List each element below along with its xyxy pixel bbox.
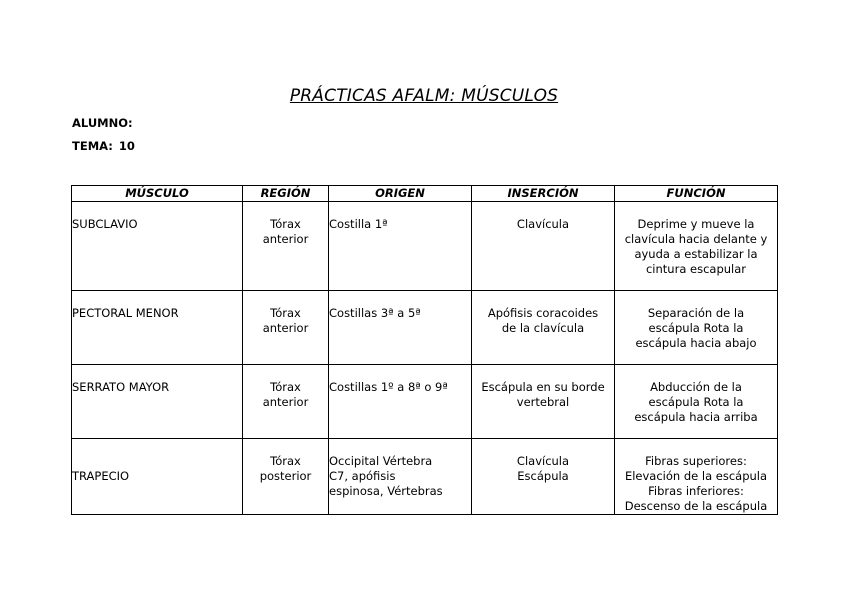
cell-line: escápula Rota la xyxy=(648,321,744,335)
cell-line: Costilla 1ª xyxy=(329,217,388,231)
cell-line: Costillas 3ª a 5ª xyxy=(329,306,421,320)
cell-funcion xyxy=(615,291,778,365)
cell-line: Descenso de la escápula xyxy=(624,499,768,513)
cell-line: Tórax xyxy=(270,380,301,394)
cell-region xyxy=(243,365,329,439)
table-row xyxy=(72,291,778,365)
tema-field xyxy=(72,139,135,153)
cell-line: anterior xyxy=(262,321,309,335)
cell-line: Abducción de la xyxy=(650,380,742,394)
page-title: PRÁCTICAS AFALM: MÚSCULOS xyxy=(289,86,559,106)
cell-line: vertebral xyxy=(516,395,570,409)
table-row xyxy=(72,365,778,439)
tema-label: TEMA: xyxy=(72,139,113,153)
cell-region xyxy=(243,439,329,515)
header-insercion: INSERCIÓN xyxy=(472,186,615,202)
cell-line: Apófisis coracoides xyxy=(487,306,599,320)
table-row xyxy=(72,202,778,291)
tema-value: 10 xyxy=(118,139,135,153)
cell-line: Clavícula xyxy=(516,454,570,468)
cell-line: Clavícula xyxy=(516,217,570,231)
cell-line: Escápula xyxy=(517,469,569,483)
cell-origen xyxy=(329,202,472,291)
cell-musculo: SUBCLAVIO xyxy=(72,202,243,291)
table-row xyxy=(72,439,778,515)
header-origen: ORIGEN xyxy=(329,186,472,202)
cell-line: Occipital Vértebra xyxy=(329,454,433,468)
cell-musculo: TRAPECIO xyxy=(72,439,243,515)
alumno-label: ALUMNO: xyxy=(72,116,133,130)
cell-line: Escápula en su borde xyxy=(481,380,605,394)
cell-line: clavícula hacia delante y xyxy=(624,232,768,246)
cell-line: cintura escapular xyxy=(645,262,747,276)
cell-line: anterior xyxy=(262,395,309,409)
table-header-row xyxy=(72,186,778,202)
cell-line: Separación de la xyxy=(647,306,745,320)
cell-region xyxy=(243,202,329,291)
cell-line: Fibras inferiores: xyxy=(648,484,744,498)
cell-musculo: PECTORAL MENOR xyxy=(72,291,243,365)
cell-line: posterior xyxy=(259,469,312,483)
muscles-table xyxy=(71,185,778,515)
cell-musculo: SERRATO MAYOR xyxy=(72,365,243,439)
cell-funcion xyxy=(615,365,778,439)
cell-line: Elevación de la escápula xyxy=(624,469,768,483)
header-funcion: FUNCIÓN xyxy=(615,186,778,202)
cell-line: Tórax xyxy=(270,306,301,320)
cell-origen xyxy=(329,439,472,515)
cell-line: de la clavícula xyxy=(501,321,585,335)
header-musculo: MÚSCULO xyxy=(72,186,243,202)
cell-line: Costillas 1º a 8ª o 9ª xyxy=(329,380,448,394)
cell-origen xyxy=(329,291,472,365)
cell-funcion xyxy=(615,439,778,515)
cell-region xyxy=(243,291,329,365)
cell-line: Tórax xyxy=(270,454,301,468)
cell-line: Fibras superiores: xyxy=(645,454,747,468)
cell-line: anterior xyxy=(262,232,309,246)
alumno-field xyxy=(72,116,139,130)
cell-line: espinosa, Vértebras xyxy=(329,484,443,498)
header-region: REGIÓN xyxy=(243,186,329,202)
cell-insercion xyxy=(472,439,615,515)
cell-insercion xyxy=(472,202,615,291)
cell-insercion xyxy=(472,365,615,439)
cell-line: Deprime y mueve la xyxy=(637,217,755,231)
cell-line: escápula hacia abajo xyxy=(635,336,757,350)
cell-funcion xyxy=(615,202,778,291)
cell-line: C7, apófisis xyxy=(329,469,396,483)
cell-line: escápula hacia arriba xyxy=(634,410,758,424)
cell-insercion xyxy=(472,291,615,365)
cell-line: Tórax xyxy=(270,217,301,231)
cell-line: ayuda a estabilizar la xyxy=(634,247,758,261)
cell-origen xyxy=(329,365,472,439)
cell-line: escápula Rota la xyxy=(648,395,744,409)
